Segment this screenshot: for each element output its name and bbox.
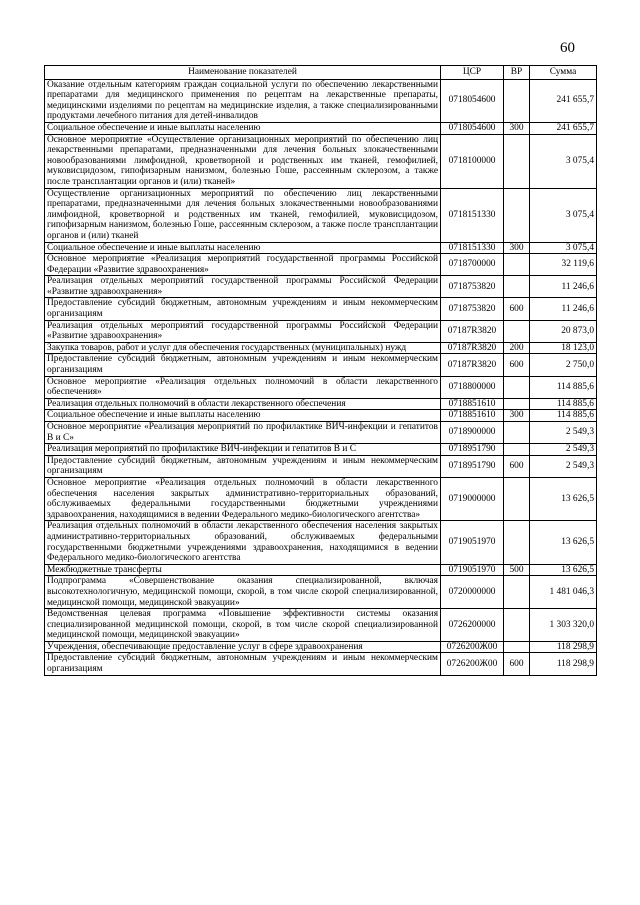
row-vr [504, 477, 530, 520]
row-name: Предоставление субсидий бюджетным, автономным учреждениям и иным некоммерческим организациям [45, 455, 441, 477]
table-row [45, 354, 597, 376]
row-csr: 0726200Ж00 [441, 641, 504, 653]
row-vr [504, 521, 530, 564]
table-row [45, 410, 597, 422]
row-sum: 114 885,6 [530, 376, 597, 398]
row-csr: 07187R3820 [441, 320, 504, 342]
row-vr [504, 641, 530, 653]
table-row [45, 444, 597, 456]
table-row [45, 641, 597, 653]
row-name: Социальное обеспечение и иные выплаты населению [45, 410, 441, 422]
row-csr: 0718753820 [441, 298, 504, 320]
header-vr: ВР [504, 66, 530, 80]
row-name: Межбюджетные трансферты [45, 564, 441, 576]
table-row [45, 576, 597, 609]
table-row [45, 653, 597, 675]
row-sum: 1 481 046,3 [530, 576, 597, 609]
row-vr [504, 444, 530, 456]
row-csr: 0718800000 [441, 376, 504, 398]
row-vr: 300 [504, 122, 530, 134]
row-name: Реализация мероприятий по профилактике ВИЧ-инфекции и гепатитов В и С [45, 444, 441, 456]
row-name: Социальное обеспечение и иные выплаты населению [45, 122, 441, 134]
row-sum: 118 298,9 [530, 641, 597, 653]
row-csr: 0718951790 [441, 444, 504, 456]
row-sum: 1 303 320,0 [530, 609, 597, 642]
table-row [45, 320, 597, 342]
row-csr: 0718700000 [441, 254, 504, 276]
row-sum: 3 075,4 [530, 188, 597, 242]
table-row [45, 455, 597, 477]
row-name: Осуществление организационных мероприятий по обеспечению лиц лекарственными препаратами, предназначенными для лечения больных злокачественными новообразованиями лимфоидной, кроветворной и родственных им тканей, гемофилией, муковисцидозом, гипофизарным нанизмом, болезнью Гоше, рассеянным склерозом, а также после трансплантации органов и (или) тканей [45, 188, 441, 242]
row-vr: 300 [504, 410, 530, 422]
row-vr: 300 [504, 242, 530, 254]
row-name: Основное мероприятие «Реализация мероприятий по профилактике ВИЧ-инфекции и гепатитов В и С» [45, 422, 441, 444]
row-name: Закупка товаров, работ и услуг для обеспечения государственных (муниципальных) нужд [45, 342, 441, 354]
row-csr: 0718851610 [441, 410, 504, 422]
row-sum: 32 119,6 [530, 254, 597, 276]
row-vr [504, 254, 530, 276]
row-sum: 13 626,5 [530, 564, 597, 576]
row-csr: 0719051970 [441, 521, 504, 564]
row-csr: 0718054600 [441, 79, 504, 122]
row-csr: 0718851610 [441, 398, 504, 410]
table-row [45, 242, 597, 254]
row-sum: 114 885,6 [530, 410, 597, 422]
table-row [45, 422, 597, 444]
row-sum: 11 246,6 [530, 276, 597, 298]
row-csr: 0718900000 [441, 422, 504, 444]
row-sum: 3 075,4 [530, 134, 597, 188]
row-vr [504, 134, 530, 188]
page-number: 60 [560, 40, 575, 56]
row-name: Предоставление субсидий бюджетным, автономным учреждениям и иным некоммерческим организациям [45, 653, 441, 675]
table-row [45, 398, 597, 410]
row-csr: 0718151330 [441, 242, 504, 254]
row-csr: 0726200000 [441, 609, 504, 642]
row-name: Основное мероприятие «Реализация мероприятий государственной программы Российской Федерации «Развитие здравоохранения» [45, 254, 441, 276]
row-vr [504, 422, 530, 444]
row-name: Реализация отдельных полномочий в области лекарственного обеспечения населения закрытых административно-территориальных образований, обслуживаемых федеральными государственными бюджетными учреждениями здравоохранения, находящимися в ведении Федерального медико-биологического агентства [45, 521, 441, 564]
row-name: Подпрограмма «Совершенствование оказания специализированной, включая высокотехнологичную, медицинской помощи, скорой, в том числе скорой специализированной, медицинской помощи, медицинской эвакуации» [45, 576, 441, 609]
row-name: Основное мероприятие «Реализация отдельных полномочий в области лекарственного обеспечения населения закрытых административно-территориальных образований, обслуживаемых федеральными государственными бюджетными учреждениями здравоохранения, находящимися в ведении Федерального медико-биологического агентства» [45, 477, 441, 520]
row-sum: 118 298,9 [530, 653, 597, 675]
header-csr: ЦСР [441, 66, 504, 80]
table-row [45, 477, 597, 520]
row-vr [504, 320, 530, 342]
table-row [45, 609, 597, 642]
table-row [45, 254, 597, 276]
row-sum: 2 549,3 [530, 455, 597, 477]
table-body [45, 79, 597, 675]
row-csr: 0726200Ж00 [441, 653, 504, 675]
row-name: Предоставление субсидий бюджетным, автономным учреждениям и иным некоммерческим организациям [45, 298, 441, 320]
row-vr [504, 398, 530, 410]
row-vr [504, 79, 530, 122]
budget-table [44, 65, 597, 676]
row-name: Основное мероприятие «Осуществление организационных мероприятий по обеспечению лиц лекарственными препаратами, предназначенными для лечения больных злокачественными новообразованиями лимфоидной, кроветворной и родственных им тканей, гемофилией, муковисцидозом, гипофизарным нанизмом, болезнью Гоше, рассеянным склерозом, а также после трансплантации органов и (или) тканей» [45, 134, 441, 188]
row-sum: 11 246,6 [530, 298, 597, 320]
row-name: Оказание отдельным категориям граждан социальной услуги по обеспечению лекарственными препаратами для медицинского применения по рецептам на лекарственные препараты, медицинскими изделиями по рецептам на медицинские изделия, а также специализированными продуктами лечебного питания для детей-инвалидов [45, 79, 441, 122]
table-row [45, 276, 597, 298]
row-name: Основное мероприятие «Реализация отдельных полномочий в области лекарственного обеспечения» [45, 376, 441, 398]
table-row [45, 134, 597, 188]
table-row [45, 298, 597, 320]
row-csr: 0719000000 [441, 477, 504, 520]
row-sum: 241 655,7 [530, 79, 597, 122]
row-vr: 500 [504, 564, 530, 576]
row-csr: 07187R3820 [441, 342, 504, 354]
row-sum: 3 075,4 [530, 242, 597, 254]
row-csr: 0718151330 [441, 188, 504, 242]
row-sum: 2 750,0 [530, 354, 597, 376]
table-row [45, 376, 597, 398]
table-row [45, 188, 597, 242]
row-name: Реализация отдельных полномочий в области лекарственного обеспечения [45, 398, 441, 410]
row-vr [504, 609, 530, 642]
header-name: Наименование показателей [45, 66, 441, 80]
row-sum: 2 549,3 [530, 444, 597, 456]
row-csr: 07187R3820 [441, 354, 504, 376]
row-name: Реализация отдельных мероприятий государственной программы Российской Федерации «Развитие здравоохранения» [45, 320, 441, 342]
row-sum: 241 655,7 [530, 122, 597, 134]
row-name: Ведомственная целевая программа «Повышение эффективности системы оказания специализированной медицинской помощи, скорой, в том числе скорой специализированной медицинской помощи, медицинской эвакуации» [45, 609, 441, 642]
row-csr: 0718753820 [441, 276, 504, 298]
table-header-row [45, 66, 597, 80]
row-vr: 600 [504, 298, 530, 320]
row-vr: 600 [504, 455, 530, 477]
table-row [45, 79, 597, 122]
row-csr: 0718054600 [441, 122, 504, 134]
table-row [45, 122, 597, 134]
row-sum: 13 626,5 [530, 521, 597, 564]
row-vr [504, 276, 530, 298]
row-sum: 13 626,5 [530, 477, 597, 520]
row-vr: 600 [504, 354, 530, 376]
row-vr: 600 [504, 653, 530, 675]
row-sum: 18 123,0 [530, 342, 597, 354]
row-vr [504, 576, 530, 609]
row-sum: 114 885,6 [530, 398, 597, 410]
row-csr: 0718951790 [441, 455, 504, 477]
row-csr: 0718100000 [441, 134, 504, 188]
row-csr: 0720000000 [441, 576, 504, 609]
row-name: Реализация отдельных мероприятий государственной программы Российской Федерации «Развитие здравоохранения» [45, 276, 441, 298]
table-row [45, 564, 597, 576]
row-name: Предоставление субсидий бюджетным, автономным учреждениям и иным некоммерческим организациям [45, 354, 441, 376]
row-name: Учреждения, обеспечивающие предоставление услуг в сфере здравоохранения [45, 641, 441, 653]
row-csr: 0719051970 [441, 564, 504, 576]
header-sum: Сумма [530, 66, 597, 80]
row-vr [504, 376, 530, 398]
row-vr: 200 [504, 342, 530, 354]
table-row [45, 342, 597, 354]
row-sum: 20 873,0 [530, 320, 597, 342]
row-vr [504, 188, 530, 242]
row-sum: 2 549,3 [530, 422, 597, 444]
row-name: Социальное обеспечение и иные выплаты населению [45, 242, 441, 254]
table-row [45, 521, 597, 564]
